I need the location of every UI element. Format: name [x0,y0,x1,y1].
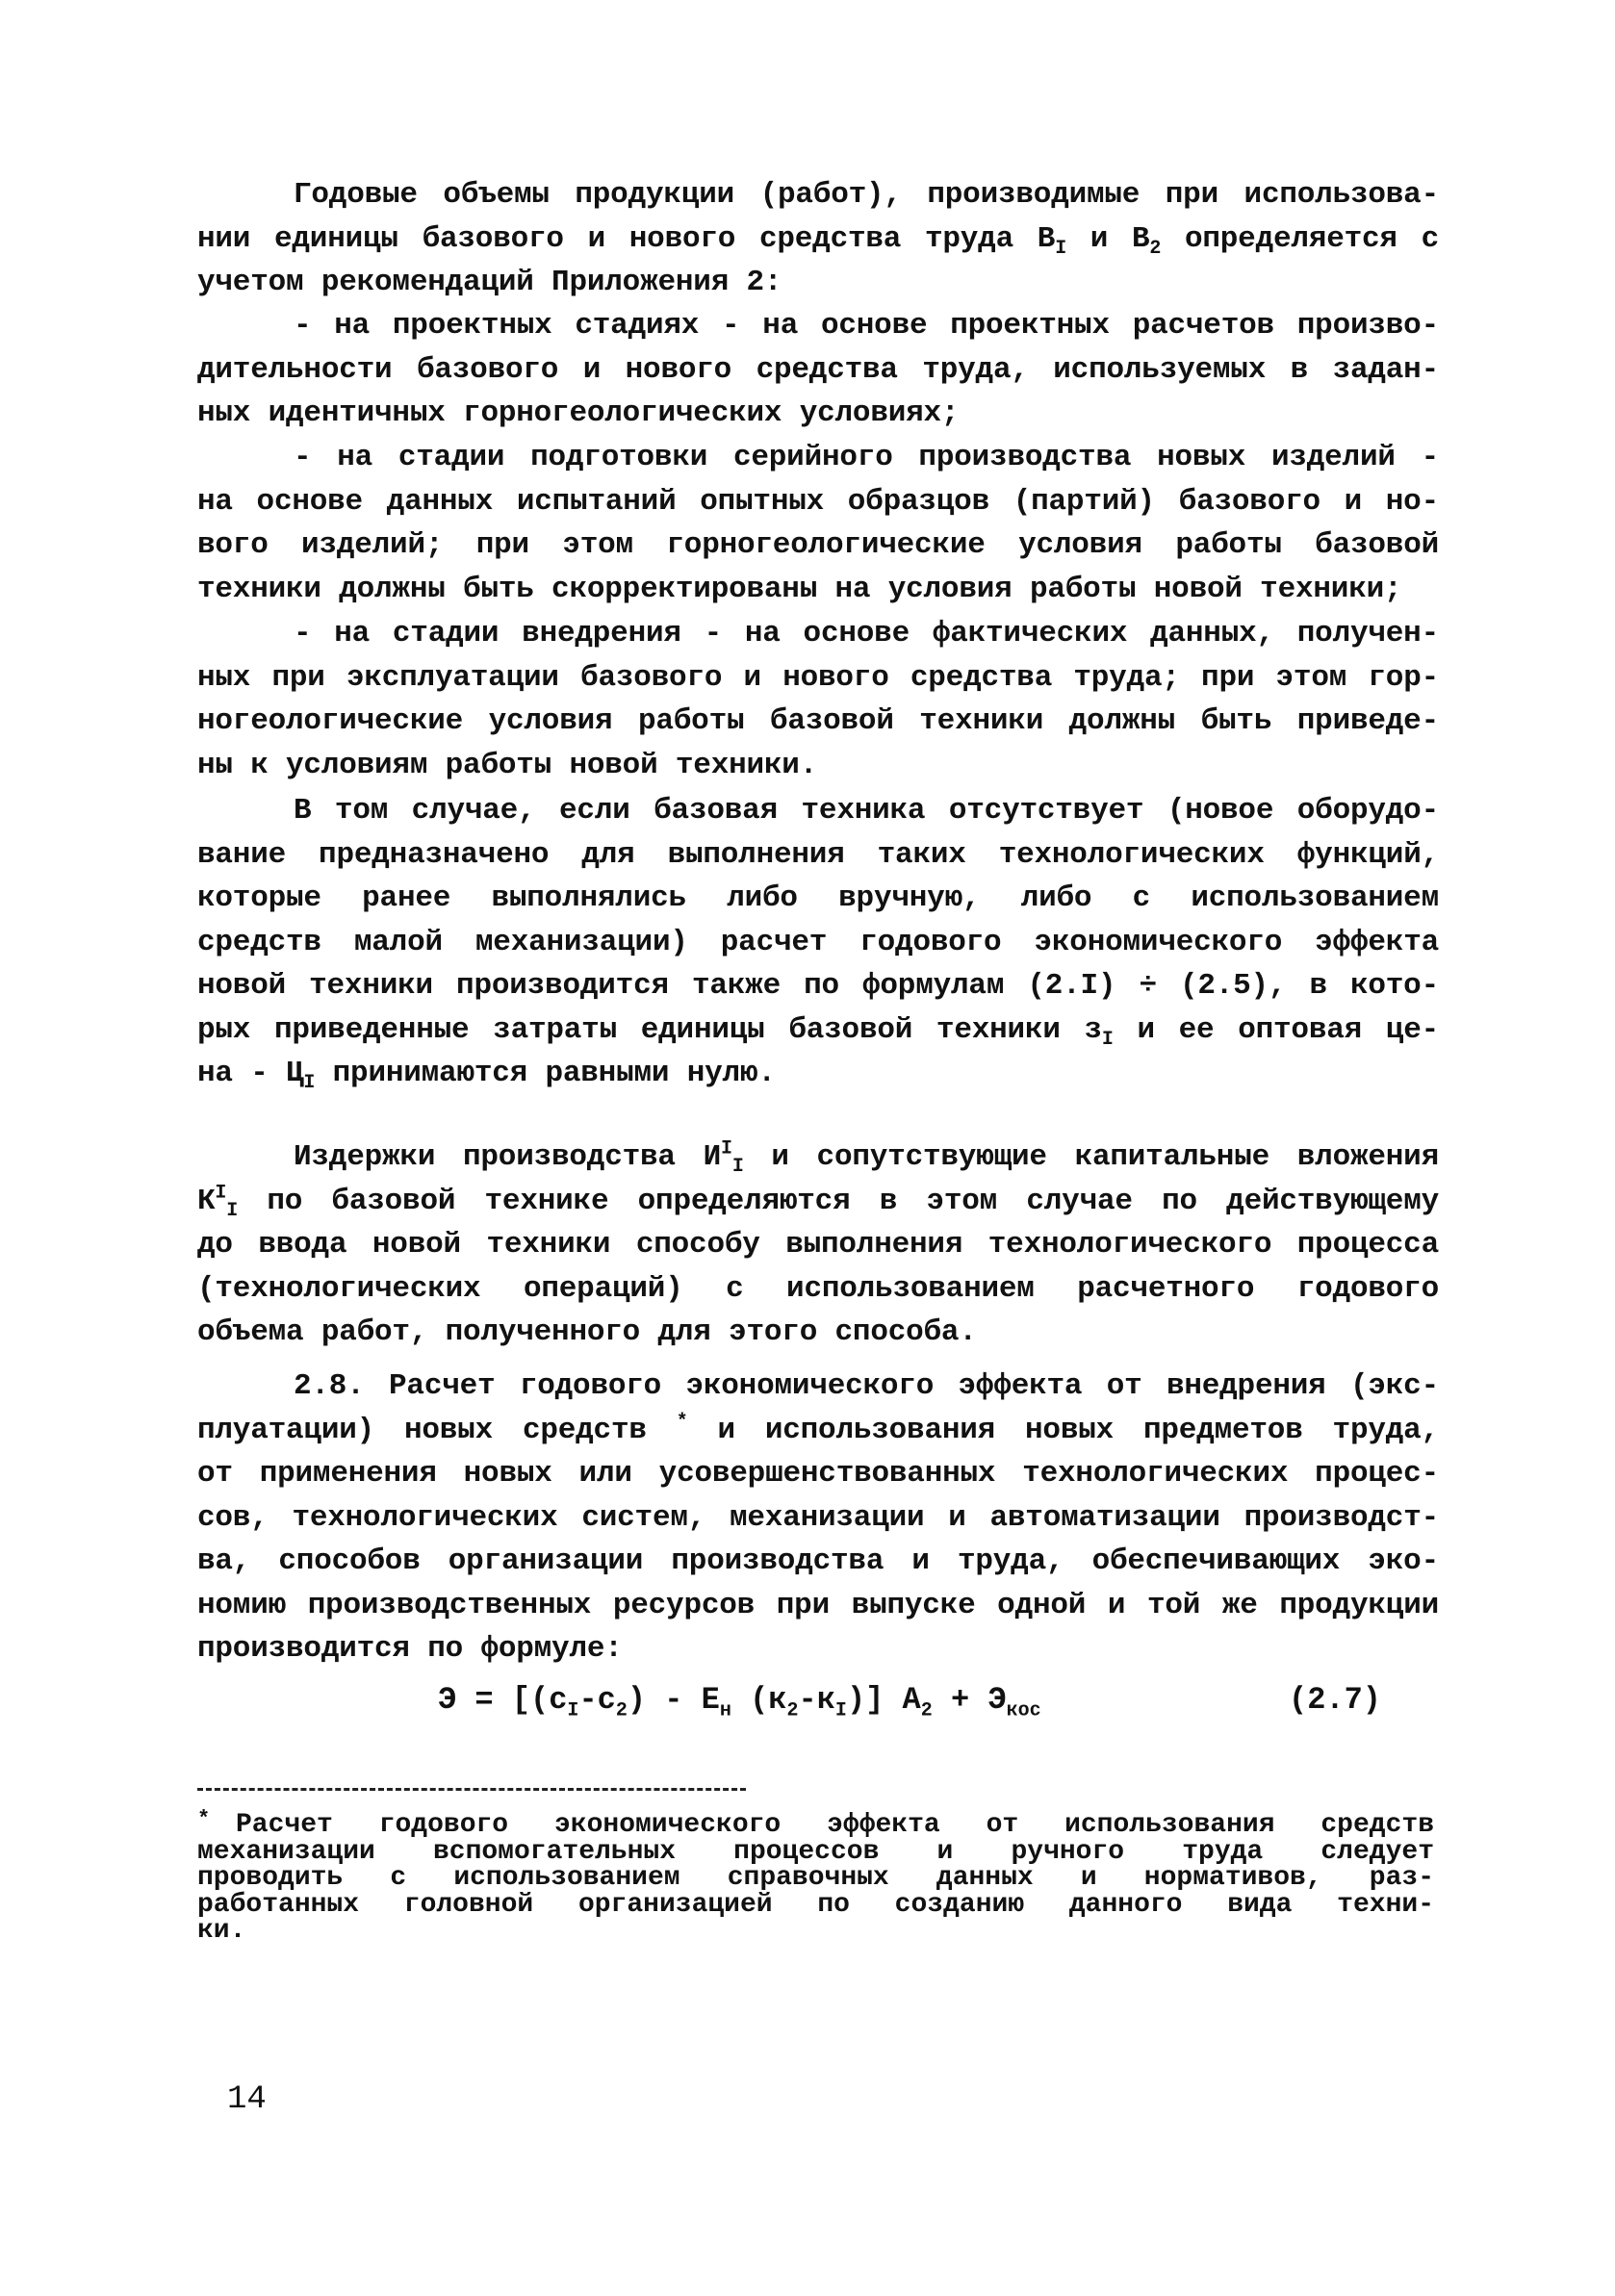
text-line: до ввода новой техники способу выполнения технологического процесса [197,1228,1439,1262]
footnote-line: проводить с использованием справочных данных и нормативов, раз- [197,1863,1434,1893]
text-line: производится по формуле: [197,1632,623,1666]
formula-2-7 [197,1682,1439,1732]
text-line: от применения новых или усовершенствованных технологических процес- [197,1457,1439,1491]
text-line: номию производственных ресурсов при выпуске одной и той же продукции [197,1588,1439,1622]
paragraph-annual-volumes [197,173,1439,305]
text-line: вание предназначено для выполнения таких технологических функций, [197,837,1439,872]
text-line: - на стадии подготовки серийного производства новых изделий - [294,441,1439,474]
formula-number: (2.7) [1288,1682,1381,1718]
footnote-mark: * [197,1807,211,1831]
text-line: ны к условиям работы новой техники. [197,748,818,782]
text-line: объема работ, полученного для этого способа. [197,1315,977,1349]
list-item-implementation-stage [197,612,1439,787]
text-line: рых приведенные затраты единицы базовой техники $з_I$ и ее оптовая це- [197,1012,1440,1051]
text-line: - на стадии внедрения - на основе фактических данных, получен- [294,617,1439,651]
text-line: нии единицы базового и нового средства труда $В_I$ и $В_2$ определяется с [197,221,1439,260]
footnote-line: механизации вспомогательных процессов и ручного труда следует [197,1836,1434,1867]
text-line: на основе данных испытаний опытных образцов (партий) базового и но- [197,484,1439,519]
footnote-line: ки. [197,1916,246,1946]
text-line: ных при эксплуатации базового и нового средства труда; при этом гор- [197,660,1439,695]
page-number: 14 [227,2081,267,2118]
list-item-design-stage [197,304,1439,436]
text-line: (технологических операций) с использованием расчетного годового [197,1271,1439,1306]
list-item-serial-production-stage [197,436,1439,611]
text-line: Издержки производства $И^I_I$ и сопутствующие капитальные вложения [294,1137,1439,1179]
text-line: которые ранее выполнялись либо вручную, либо с использованием [197,881,1439,915]
text-line: дительности базового и нового средства труда, используемых в задан- [197,352,1439,387]
paragraph-production-costs [197,1135,1439,1355]
text-line: - на проектных стадиях - на основе проектных расчетов произво- [294,309,1439,343]
paragraph-section-2-8 [197,1365,1439,1671]
text-line: вого изделий; при этом горногеологические условия работы базовой [197,528,1439,562]
footnote [197,1807,1434,1946]
footnote-reference: * [676,1411,688,1434]
text-line: ногеологические условия работы базовой техники должны быть приведе- [197,704,1439,738]
text-line: на - $Ц_I$ принимаются равными нулю. [197,1057,776,1095]
text-line: Годовые объемы продукции (работ), производимые при использова- [294,178,1439,212]
formula-expression: $Э = [(с_I-с_2) - Е_н$ $(к_2-к_I)$] $А_2 + Э_{кос}$ [438,1682,1041,1722]
text-line: ва, способов организации производства и труда, обеспечивающих эко- [197,1544,1439,1578]
text-line: новой техники производится также по формулам (2.I) ÷ (2.5), в кото- [197,969,1439,1003]
text-line: ных идентичных горногеологических условиях; [197,396,960,430]
text-line: $К^I_I$ по базовой технике определяются в этом случае по действующему [197,1182,1439,1222]
paragraph-no-base-technique [197,789,1439,1096]
text-line: 2.8. Расчет годового экономического эффекта от внедрения (экс- [294,1369,1439,1403]
text-line: техники должны быть скорректированы на условия работы новой техники; [197,572,1402,606]
text-line: средств малой механизации) расчет годового экономического эффекта [197,925,1439,959]
text-line: сов, технологических систем, механизации и автоматизации производст- [197,1500,1439,1535]
footnote-line: работанных головной организацией по созданию данного вида техни- [197,1889,1434,1920]
footnote-divider [197,1788,746,1791]
footnote-line: Расчет годового экономического эффекта от использования средств [236,1810,1434,1840]
text-line: В том случае, если базовая техника отсутствует (новое оборудо- [294,794,1439,828]
text-line: учетом рекомендаций Приложения 2: [197,266,782,299]
text-line: плуатации) новых средств * и использования новых предметов труда, [197,1411,1439,1447]
